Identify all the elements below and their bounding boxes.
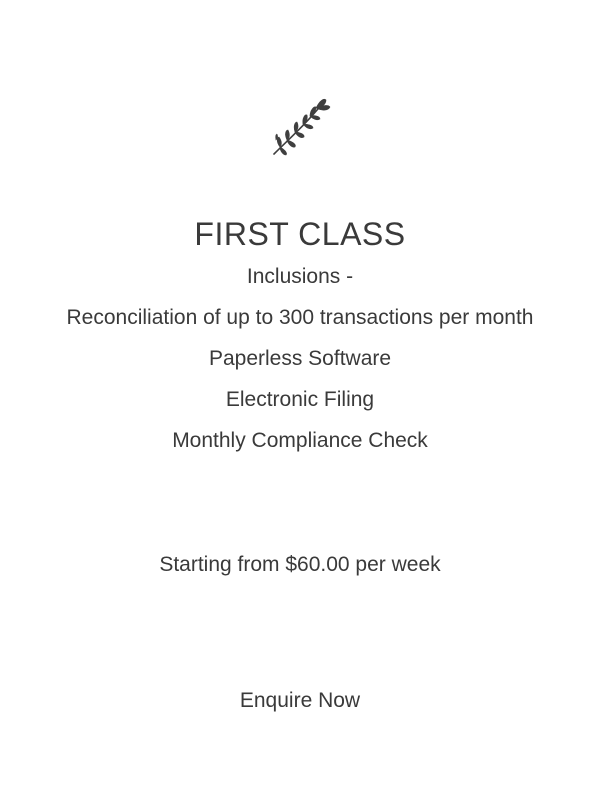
inclusions-heading: Inclusions - xyxy=(246,265,354,288)
inclusion-item-reconciliation: Reconciliation of up to 300 transactions per month xyxy=(66,306,534,329)
enquire-now-button[interactable]: Enquire Now xyxy=(200,680,400,721)
plan-title: FIRST CLASS xyxy=(194,216,406,252)
inclusion-item-electronic-filing: Electronic Filing xyxy=(225,388,375,411)
inclusion-item-compliance-check: Monthly Compliance Check xyxy=(172,429,428,452)
olive-branch-icon xyxy=(266,94,334,160)
price-text: Starting from $60.00 per week xyxy=(159,553,441,576)
inclusions-list xyxy=(60,256,540,461)
inclusion-item-paperless-software: Paperless Software xyxy=(208,347,392,370)
